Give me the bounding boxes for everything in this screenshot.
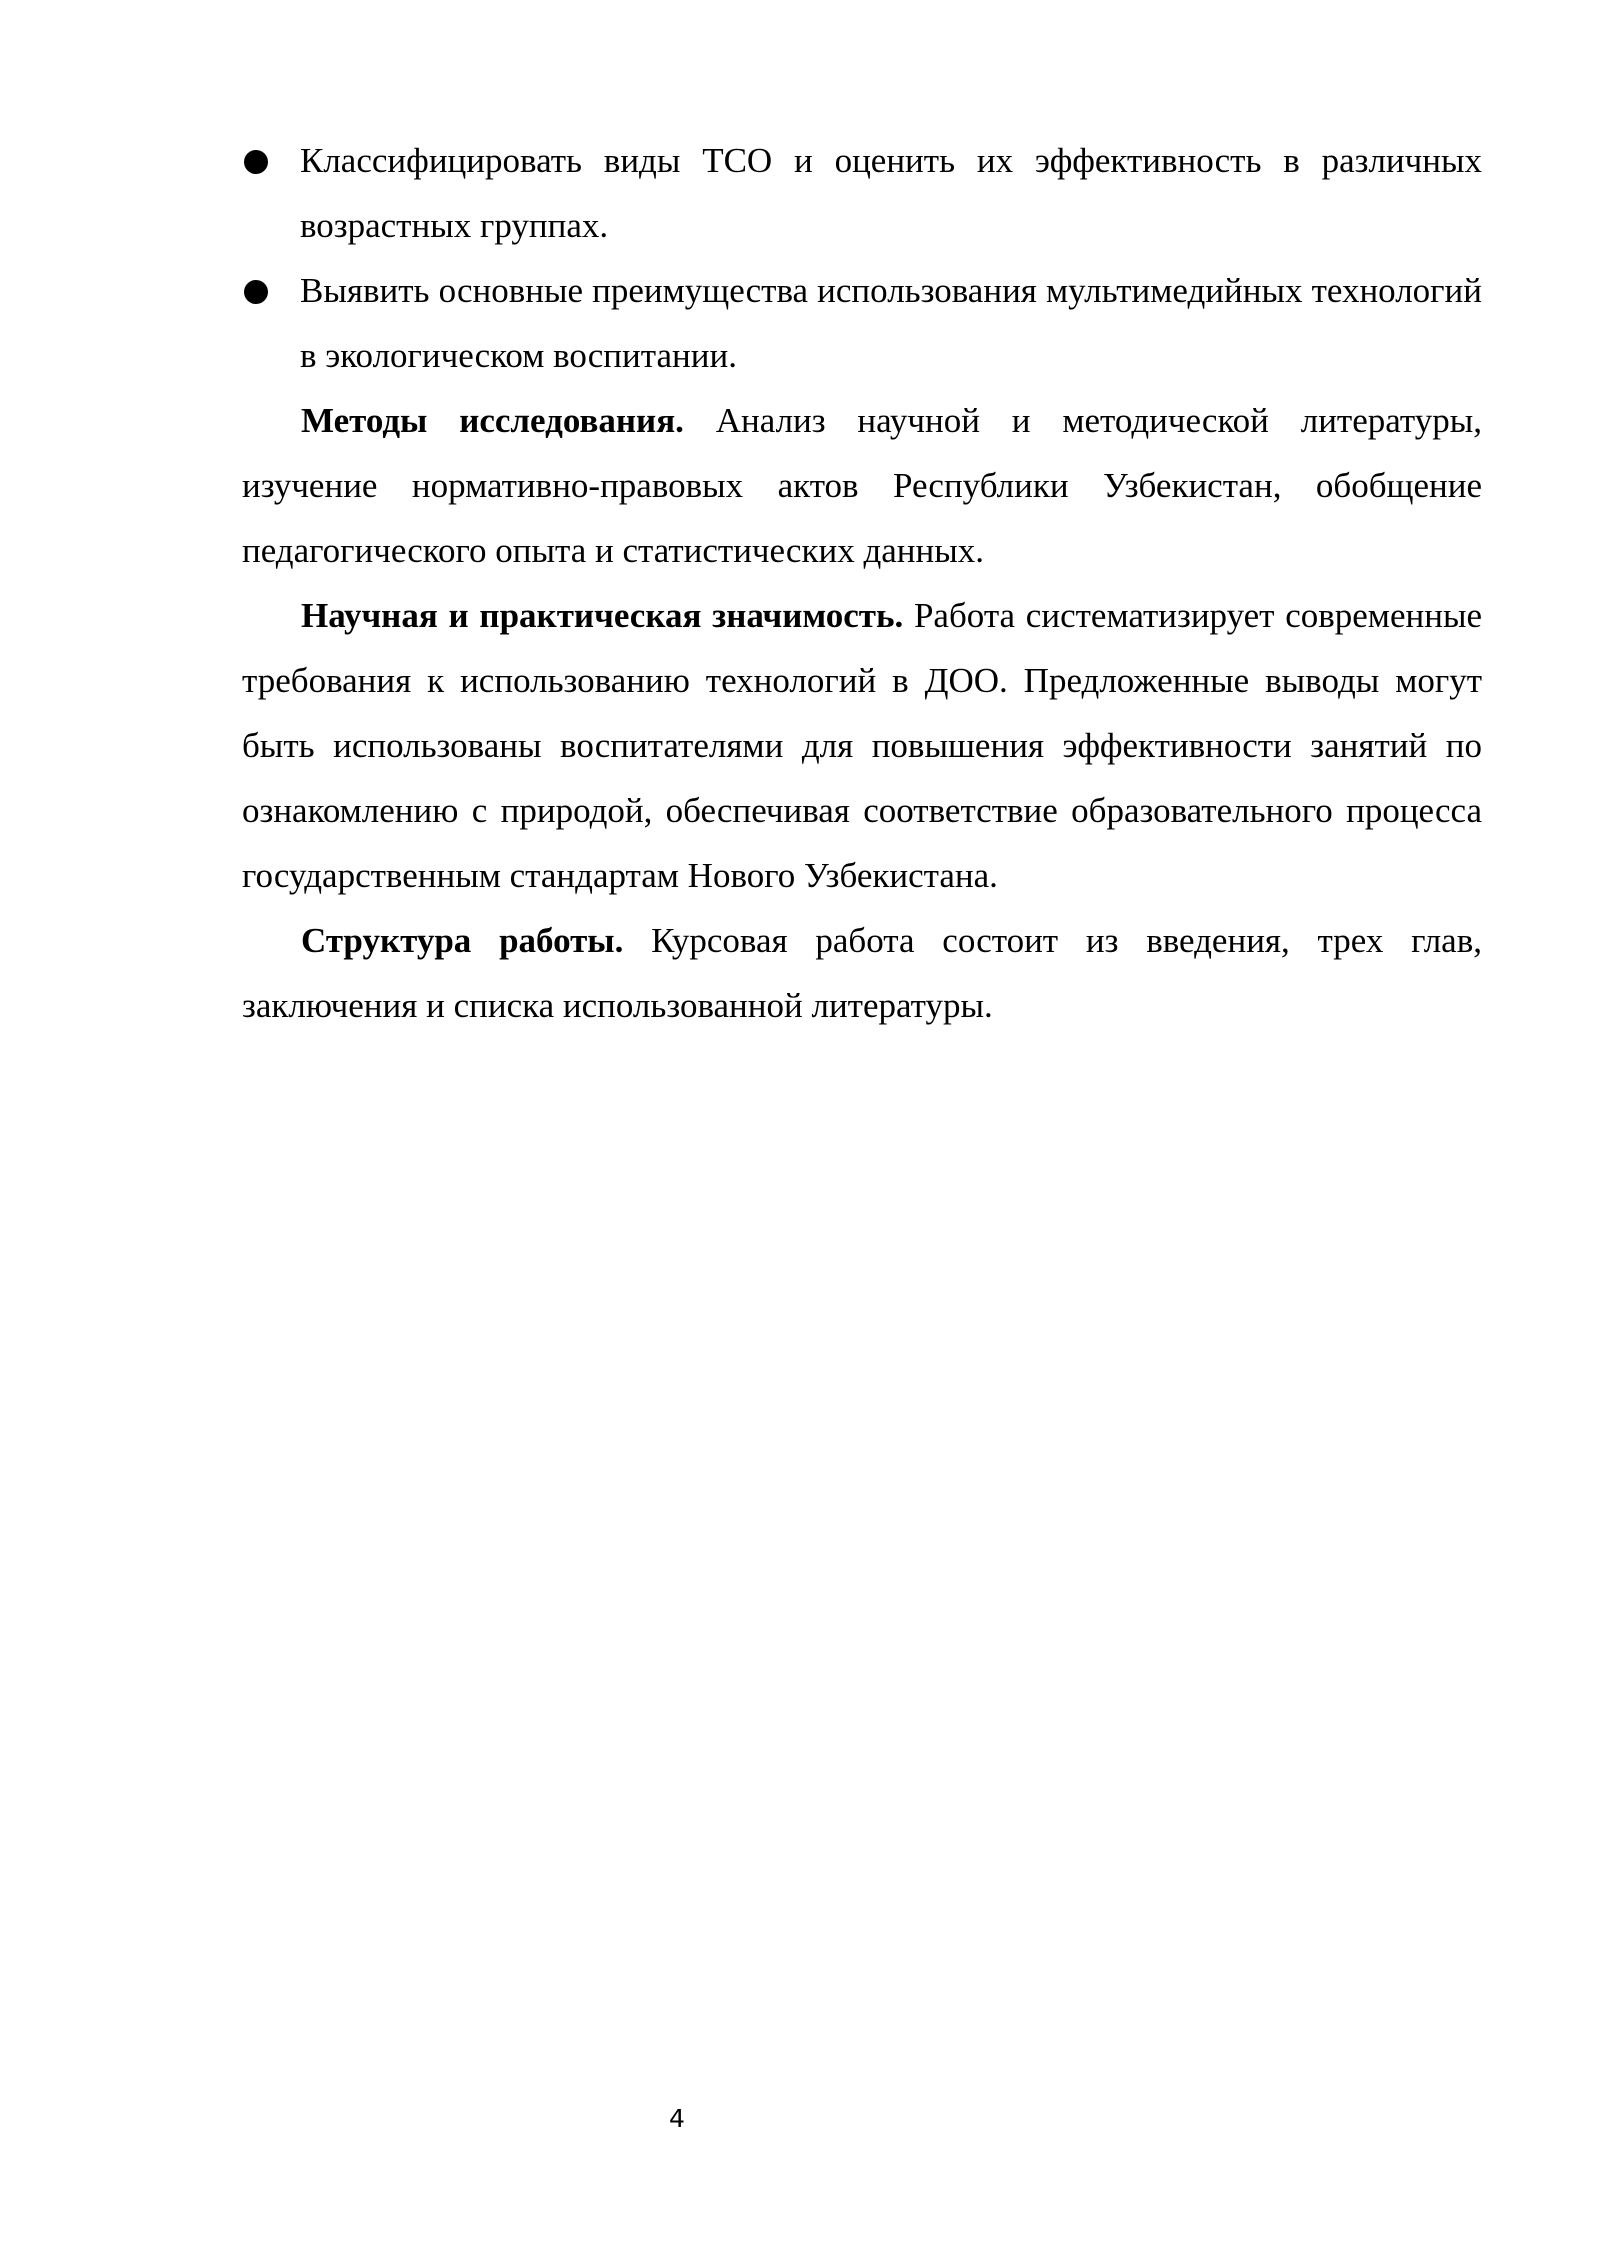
paragraph-heading: Научная и практическая значимость. — [301, 596, 904, 635]
page-body — [242, 128, 1482, 1038]
paragraph-text: Курсовая работа состоит из введения, трех глав, заключения и списка использованной литературы. — [242, 921, 1482, 1025]
list-item-text: Классифицировать виды ТСО и оценить их эффективность в различных возрастных группах. — [300, 141, 1482, 245]
paragraph-text: Анализ научной и методической литературы, изучение нормативно-правовых актов Республики Узбекистан, обобщение педагогического опыта и статистических данных. — [242, 401, 1482, 570]
list-item — [242, 258, 1482, 388]
list-item-text: Выявить основные преимущества использования мультимедийных технологий в экологическом воспитании. — [300, 271, 1482, 375]
research-methods-paragraph — [242, 388, 1482, 583]
goals-list — [242, 128, 1482, 388]
structure-paragraph — [242, 908, 1482, 1038]
paragraph-heading: Методы исследования. — [301, 401, 684, 440]
bullet-icon — [244, 150, 268, 174]
significance-paragraph — [242, 583, 1482, 908]
page-number: 4 — [669, 2104, 685, 2133]
list-item — [242, 128, 1482, 258]
paragraph-text: Работа систематизирует современные требования к использованию технологий в ДОО. Предложенные выводы могут быть использованы воспитателями для повышения эффективности занятий по ознакомлению с природой, обеспечивая соответствие образовательного процесса государственным стандартам Нового Узбекистана. — [242, 596, 1482, 895]
bullet-icon — [244, 280, 268, 304]
paragraph-heading: Структура работы. — [301, 921, 624, 960]
